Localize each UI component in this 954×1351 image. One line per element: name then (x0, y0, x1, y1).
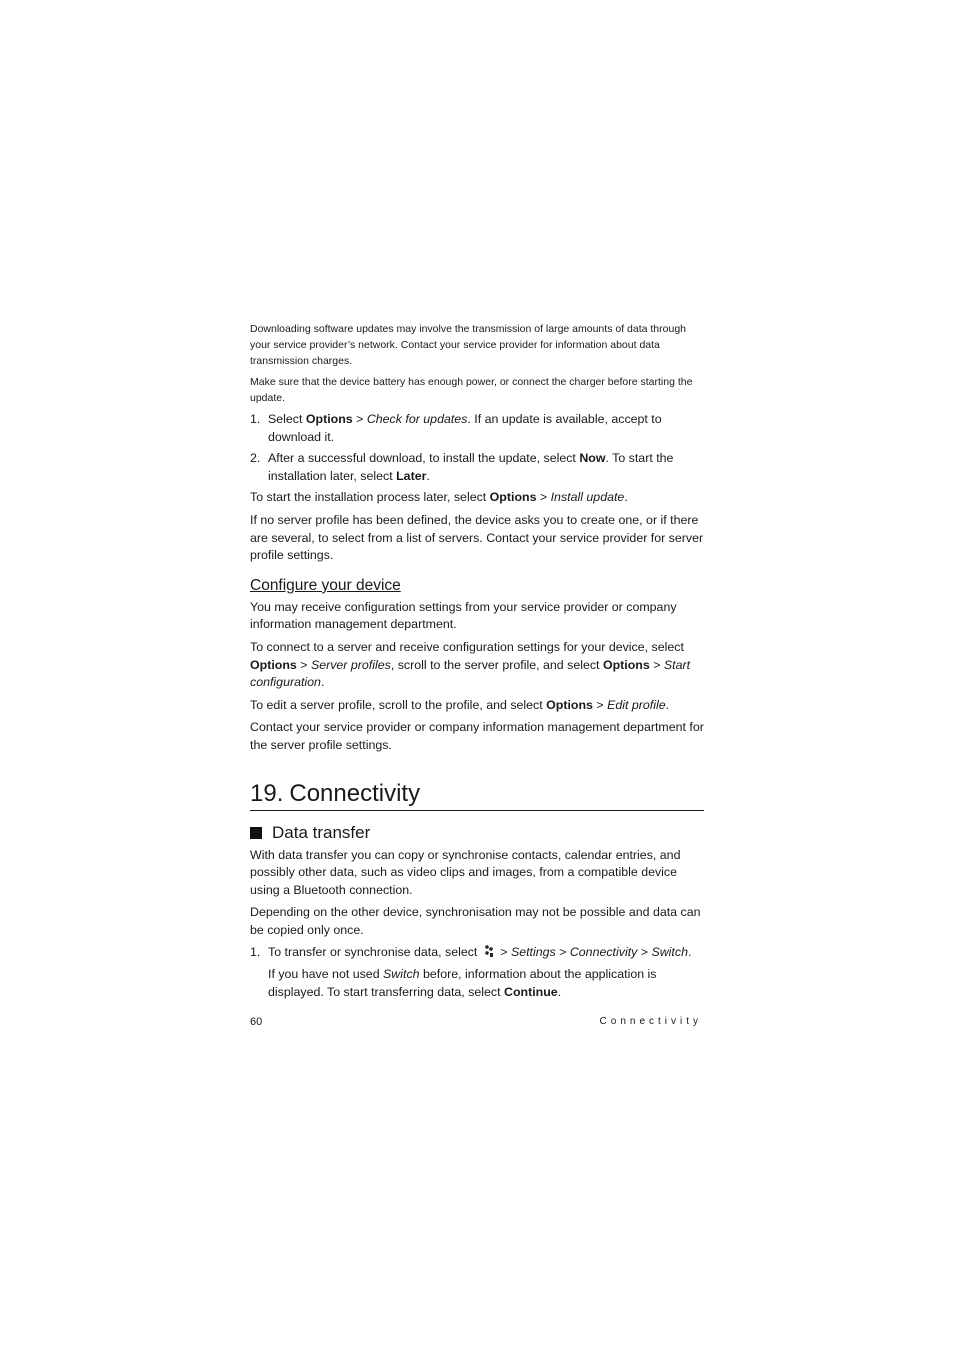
data-transfer-paragraph-2: Depending on the other device, synchronisation may not be possible and data can be copied only once. (250, 905, 701, 937)
battery-note: Make sure that the device battery has enough power, or connect the charger before starting the update. (250, 376, 693, 404)
configure-paragraph-4: Contact your service provider or company information management department for the server profile settings. (250, 720, 704, 752)
menu-key-icon (483, 944, 495, 958)
chapter-heading (250, 779, 704, 811)
data-transfer-paragraph-1: With data transfer you can copy or synchronise contacts, calendar entries, and possibly other data, such as video clips and images, from a compatible device using a Bluetooth connection. (250, 847, 681, 897)
configure-device-heading: Configure your device (250, 576, 401, 594)
transfer-step-1: 1. To transfer or synchronise data, select > Settings > Connectivity > Switch. (250, 945, 692, 960)
server-profile-paragraph: If no server profile has been defined, the device asks you to create one, or if there are several, to select from a list of servers. Contact your service provider for server profile settings. (250, 512, 704, 563)
data-charges-note: Downloading software updates may involve the transmission of large amounts of data through your service provider’s network. Contact your service provider for information about data transmission charges. (250, 323, 686, 367)
install-later-paragraph: To start the installation process later, select Options > Install update. (250, 490, 628, 505)
chapter-number: 19. (250, 779, 284, 807)
footer-section-title: Connectivity (599, 1016, 702, 1027)
configure-paragraph-2: To connect to a server and receive configuration settings for your device, select Options > Server profiles, scroll to the server profile, and select Options > Start configuration. (250, 639, 691, 690)
page-number: 60 (250, 1016, 263, 1028)
chapter-title: Connectivity (289, 779, 421, 807)
configure-paragraph-3: To edit a server profile, scroll to the profile, and select Options > Edit profile. (250, 697, 670, 712)
configure-paragraph-1: You may receive configuration settings from your service provider or company information management department. (250, 599, 677, 632)
data-transfer-heading: Data transfer (250, 823, 704, 843)
update-step-1: 1. Select Options > Check for updates. If an update is available, accept to download it. (250, 412, 662, 444)
transfer-step-1-details: If you have not used Switch before, information about the application is displayed. To start transferring data, select Continue. (268, 967, 657, 999)
section-bullet-icon (250, 827, 262, 839)
page-content (250, 321, 704, 1006)
update-step-2: 2. After a successful download, to install the update, select Now. To start the installation later, select Later. (250, 451, 674, 483)
